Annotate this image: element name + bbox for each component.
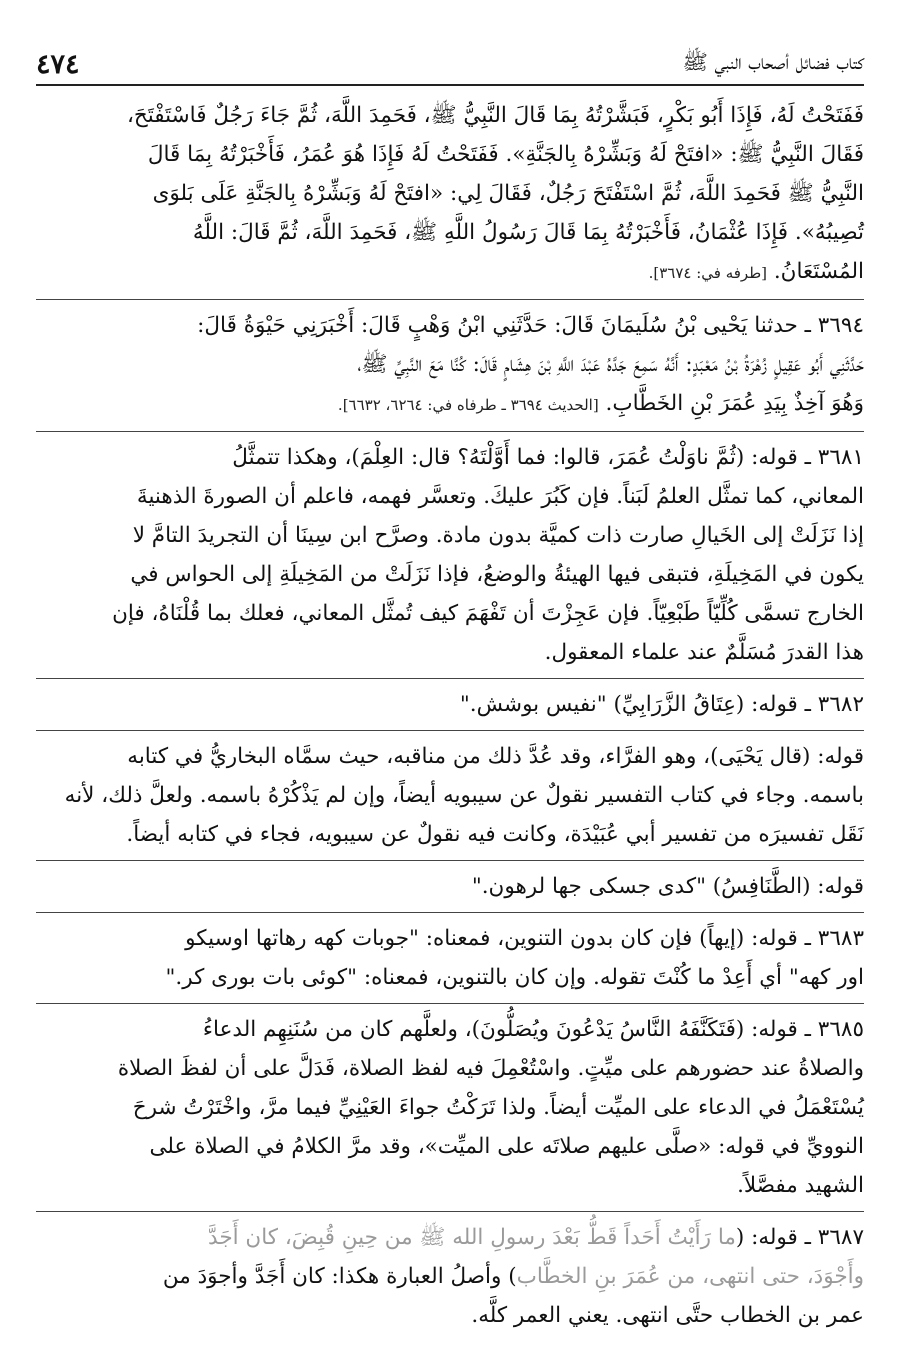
- section-divider: [36, 730, 864, 731]
- text-line: والصلاةُ عند حضورهم على ميِّتٍ. واسْتُعْمِلَ فيه لفظ الصلاة، فَدَلَّ على أن لفظَ الصلاة: [117, 1056, 864, 1081]
- faded-quote: ما رَأَيْتُ أَحَداً قَطُّ بَعْدَ رسولِ الله ﷺ من حِينِ قُبِضَ، كان أَجَدَّ: [208, 1225, 736, 1250]
- text-line: فَفَتَحْتُ لَهُ، فَإِذَا أَبُو بَكْرٍ، فَبَشَّرْتُهُ بِمَا قَالَ النَّبِيُّ ﷺ، فَحَمِدَ اللَّهَ، ثُمَّ جَاءَ رَجُلٌ فَاسْتَفْتَحَ،: [126, 103, 864, 128]
- text-line: يُسْتَعْمَلُ في الدعاء على الميِّت أيضاً. ولذا تَرَكْتُ جواءَ العَيْنِيِّ فيما مرَّ، واخْتَرْتُ شرحَ: [132, 1095, 864, 1120]
- text-line: الخارج تسمَّى كُلِّيّاً طَبْعِيّاً. فإن عَجِزْتَ أن تَفْهَمَ كيف تُمثَّل المعاني، فعلك بما قُلْنَاهُ، فإن: [112, 601, 864, 626]
- cross-reference: [الحديث ٣٦٩٤ ـ طرفاه في: ٦٢٦٤، ٦٦٣٢].: [337, 396, 599, 414]
- text-fragment: ) وأصلُ العبارة هكذا: كان أَجَدَّ وأجوَدَ من: [162, 1264, 517, 1289]
- text-line: قوله: (الطَّنَافِسُ) "كدى جسكى جها لرهون.": [471, 874, 864, 899]
- page-content: [36, 96, 864, 1335]
- text-line: [36, 252, 864, 293]
- text-line: ٣٦٨٥ ـ قوله: (فَتَكَنَّفَهُ النَّاسُ يَدْعُونَ ويُصَلُّونَ)، ولعلَّهم كان من سُنَنِهِم الدعاءُ: [202, 1017, 864, 1042]
- text-line: ٣٦٨١ ـ قوله: (ثُمَّ ناوَلْتُ عُمَرَ، قالوا: فما أَوَّلْتَهُ؟ قال: العِلْمَ)، وهكذا تتمثَّلُ: [232, 445, 864, 470]
- text-line: الشهيد مفصَّلاً.: [737, 1173, 864, 1198]
- cross-reference: [طرفه في: ٣٦٧٤].: [648, 264, 767, 282]
- commentary-yahya: [36, 737, 864, 854]
- text-line: ٣٦٩٤ ـ حدثنا يَحْيى بْنُ سُلَيمَانَ قَالَ: حَدَّثَنِي ابْنُ وَهْبٍ قَالَ: أَخْبَرَنِي حَيْوَةُ قَالَ:: [197, 313, 864, 338]
- commentary-3685: [36, 1010, 864, 1205]
- hadith-continuation: [36, 96, 864, 293]
- text-line: حَدَّثَنِي أَبُو عَقِيلٍ زُهْرَةُ بْنُ مَعْبَدٍ: أَنَّهُ سَمِعَ جَدَّهُ عَبْدَ اللَّهِ بْنَ هِشَامٍ قَالَ: كُنَّا مَعَ النَّبِيِّ ﷺ،: [357, 352, 864, 377]
- commentary-3681: [36, 438, 864, 672]
- commentary-tanafis: [36, 867, 864, 906]
- text-line: قوله: (قال يَحْيَى)، وهو الفرَّاء، وقد عُدَّ ذلك من مناقبه، حيث سمَّاه البخاريُّ في كتابه: [127, 744, 864, 769]
- section-divider: [36, 431, 864, 432]
- running-title: كتاب فضائل أصحاب النبي ﷺ: [682, 50, 864, 74]
- section-divider: [36, 860, 864, 861]
- document-page: [36, 40, 864, 1335]
- text-line: نَقَل تفسيرَه من تفسير أبي عُبَيْدَة، وكانت فيه نقولٌ عن سيبويه، فجاء في كتابه أيضاً.: [126, 822, 864, 847]
- text-line: [36, 384, 864, 425]
- commentary-3682: [36, 685, 864, 724]
- text-line: فَقَالَ النَّبِيُّ ﷺ: «افتَحْ لَهُ وَبَشِّرْهُ بِالجَنَّةِ». فَفَتَحْتُ لَهُ فَإِذَا هُوَ عُمَرُ، فَأَخْبَرْتُهُ بِمَا قَالَ: [147, 142, 864, 167]
- text-line: هذا القدرَ مُسَلَّمٌ عند علماء المعقول.: [544, 640, 864, 665]
- text-line: باسمه. وجاء في كتاب التفسير نقولٌ عن سيبويه أيضاً، وإن لم يَذْكُرْهُ باسمه. ولعلَّ ذلك، لأنه: [64, 783, 864, 808]
- text-line: ٣٦٨٣ ـ قوله: (إيهاً) فإن كان بدون التنوين، فمعناه: "جوبات كهه رهاتها اوسيكو: [185, 926, 864, 951]
- section-divider: [36, 912, 864, 913]
- hadith-3694: [36, 306, 864, 425]
- text-line: ٣٦٨٢ ـ قوله: (عِتَاقُ الزَّرَابِيِّ) "نفيس بوشش.": [459, 692, 864, 717]
- commentary-3687: [36, 1218, 864, 1335]
- text-fragment: المُسْتَعَانُ.: [773, 259, 864, 284]
- text-line: اور كهه" أي أَعِدْ ما كُنْتَ تقوله. وإن كان بالتنوين، فمعناه: "كوئى بات بورى كر.": [165, 965, 864, 990]
- text-fragment: وَهُوَ آخِذٌ بِيَدِ عُمَرَ بْنِ الخَطَّابِ.: [605, 391, 864, 416]
- text-line: المعاني، كما تمثَّل العلمُ لَبَناً. فإن كَبُرَ عليكَ. وتعسَّر فهمه، فاعلم أن الصورةَ الذهنيةَ: [136, 484, 864, 509]
- section-divider: [36, 1211, 864, 1212]
- text-line: النوويِّ في قوله: «صلَّى عليهم صلاتَه على الميِّت»، وقد مرَّ الكلامُ في الصلاة على: [149, 1134, 864, 1159]
- text-fragment: ٣٦٨٧ ـ قوله: (: [735, 1225, 864, 1250]
- page-header: [36, 40, 864, 86]
- section-divider: [36, 678, 864, 679]
- section-divider: [36, 299, 864, 300]
- text-line: [36, 1257, 864, 1296]
- text-line: يكون في المَخِيلَةِ، فتبقى فيها الهيئةُ والوضعُ، فإذا نَزَلَتْ من المَخِيلَةِ إلى الحواس في: [130, 562, 864, 587]
- commentary-3683: [36, 919, 864, 997]
- text-line: إذا نَزَلَتْ إلى الخَيالِ صارت ذات كميَّة بدون مادة. وصرَّح ابن سِينَا أن التجريدَ التامَّ لا: [132, 523, 864, 548]
- text-line: عمر بن الخطاب حتَّى انتهى. يعني العمر كلَّه.: [471, 1303, 864, 1328]
- section-divider: [36, 1003, 864, 1004]
- faded-quote: وأَجْوَدَ، حتى انتهى، من عُمَرَ بنِ الخطَّاب: [516, 1264, 864, 1289]
- text-line: تُصِيبُهُ». فَإِذَا عُثْمَانُ، فَأَخْبَرْتُهُ بِمَا قَالَ رَسُولُ اللَّهِ ﷺ، فَحَمِدَ اللَّهَ، ثُمَّ قَالَ: اللَّهُ: [192, 220, 864, 245]
- text-line: [36, 1218, 864, 1257]
- text-line: النَّبِيُّ ﷺ فَحَمِدَ اللَّهَ، ثُمَّ اسْتَفْتَحَ رَجُلٌ، فَقَالَ لِي: «افتَحْ لَهُ وَبَشِّرْهُ بِالجَنَّةِ عَلَى بَلوَى: [152, 181, 864, 206]
- page-number: ٤٧٤: [36, 49, 80, 80]
